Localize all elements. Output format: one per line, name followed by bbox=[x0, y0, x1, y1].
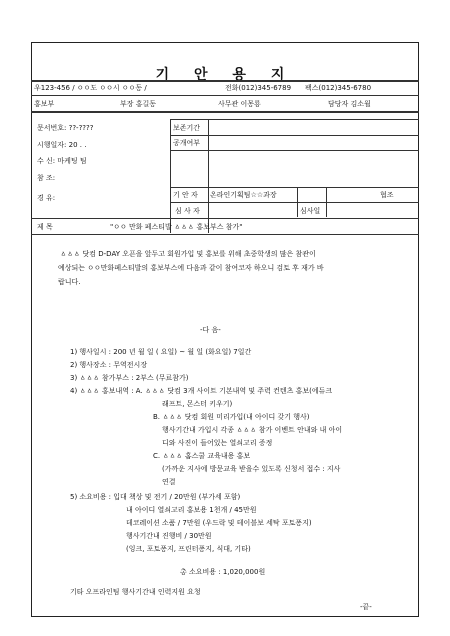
item-4e: 디와 사진이 들어있는 열쇠고리 증정 bbox=[162, 439, 273, 447]
retention-label: 보존기간 bbox=[173, 124, 201, 132]
total-cost: 총 소요비용 : 1,020,000원 bbox=[180, 568, 266, 576]
item-3: 3) ㅿㅿㅿ 참가부스 : 2부스 (무료참가) bbox=[70, 374, 189, 382]
grid-row-3 bbox=[170, 150, 419, 151]
grid-row-5 bbox=[170, 202, 419, 203]
item-5c: 데코레이션 소품 / 7만원 (우드락 및 테이블보 세탁 포토퐁지) bbox=[126, 519, 312, 527]
review-date-label: 심사일 bbox=[300, 207, 321, 215]
subject-label: 제 목 bbox=[37, 223, 53, 231]
item-4f: C. ㅿㅿㅿ 홈스쿨 교육내용 홍보 bbox=[153, 452, 251, 460]
via-field: 경 유: bbox=[37, 194, 56, 202]
intro-line-1: ㅿㅿㅿ 닷컴 D-DAY 오픈을 앞두고 회원가입 및 홍보를 위해 초중학생의 많은 참관이 bbox=[60, 250, 316, 258]
page-title: 기 안 용 지 bbox=[155, 67, 295, 83]
reviewer-label: 심 사 자 bbox=[175, 207, 200, 215]
header-rule-bottom bbox=[31, 111, 419, 113]
drafter-value: 온라인기획팀☆☆과장 bbox=[210, 191, 277, 199]
fax-text: 팩스(012)345-6780 bbox=[305, 84, 372, 92]
manager-text: 부장 홍길동 bbox=[120, 100, 157, 108]
item-1: 1) 행사일시 : 200 년 월 일 ( 요일) ~ 월 일 (화요일) 7일간 bbox=[70, 348, 252, 356]
header-rule-top bbox=[31, 80, 419, 82]
intro-line-2: 예상되는 ㅇㅇ만화페스티발의 홍보부스에 다음과 같이 참여코자 하오니 검토 후 재가 바 bbox=[58, 264, 324, 272]
recipient-field: 수 신: 마케팅 팀 bbox=[37, 157, 87, 165]
header-rule-mid bbox=[31, 95, 419, 96]
grid-line-right-b bbox=[326, 187, 327, 217]
item-2: 2) 행사장소 : 무역전시장 bbox=[70, 361, 148, 369]
item-5e: (잉크, 포토퐁지, 프린터퐁지, 식대, 기타) bbox=[126, 545, 251, 553]
item-5b: 내 아이디 열쇠고리 홍보용 1천개 / 45만원 bbox=[126, 506, 257, 514]
end-mark: -끝- bbox=[360, 603, 372, 611]
item-4d: 행사기간내 가입시 각종 ㅿㅿㅿ 참가 이벤트 안내와 내 아이 bbox=[162, 426, 343, 434]
reference-field: 참 조: bbox=[37, 174, 56, 182]
subject-rule-top bbox=[31, 218, 419, 219]
grid-row-2 bbox=[170, 135, 419, 136]
grid-row-1 bbox=[170, 119, 419, 120]
grid-line-left bbox=[170, 119, 171, 233]
grid-line-inner bbox=[208, 119, 209, 233]
etc-note: 기타 오프라인팀 행사기간내 인력지원 요청 bbox=[70, 588, 201, 596]
notice-heading: -다 음- bbox=[200, 326, 221, 334]
address-text: 우123-456 / ㅇㅇ도 ㅇㅇ시 ㅇㅇ동 / bbox=[34, 84, 147, 92]
grid-row-4 bbox=[170, 187, 419, 188]
intro-line-3: 랍니다. bbox=[58, 278, 81, 286]
in-charge-text: 담당자 김소월 bbox=[328, 100, 371, 108]
cooperation-label: 협조 bbox=[380, 191, 394, 199]
item-4c: B. ㅿㅿㅿ 닷컴 회원 미리가입(내 아이디 갖기 행사) bbox=[153, 413, 310, 421]
grid-line-right-a bbox=[297, 187, 298, 217]
drafter-label: 기 안 자 bbox=[173, 191, 198, 199]
item-4g: (가까운 지사에 방문교육 받을수 있도록 신청서 접수 : 지사 bbox=[162, 465, 341, 473]
date-field: 시행일자: 20 . . bbox=[37, 141, 87, 149]
dept-text: 홍보부 bbox=[34, 100, 55, 108]
item-5a: 5) 소요비용 : 입대 책상 및 전기 / 20만원 (부가세 포함) bbox=[70, 493, 241, 501]
subject-rule-bottom bbox=[31, 234, 419, 235]
subject-value: "ㅇㅇ 만화 페스티발 ㅿㅿㅿ 홍보부스 참가" bbox=[110, 223, 243, 231]
item-4b: 래프트, 몬스터 키우기) bbox=[162, 400, 233, 408]
doc-number-field: 문서번호: ??-???? bbox=[37, 124, 94, 132]
phone-text: 전화(012)345-6789 bbox=[225, 84, 292, 92]
disclosure-label: 공개여부 bbox=[173, 139, 201, 147]
item-4a: 4) ㅿㅿㅿ 홍보내역 : A. ㅿㅿㅿ 닷컴 3개 사이트 기본내역 및 주력 컨텐츠 홍보(에듀크 bbox=[70, 387, 333, 395]
item-4h: 연결 bbox=[162, 478, 176, 486]
officer-text: 사무관 이몽룡 bbox=[218, 100, 261, 108]
item-5d: 행사기간내 진행비 / 30만원 bbox=[126, 532, 212, 540]
